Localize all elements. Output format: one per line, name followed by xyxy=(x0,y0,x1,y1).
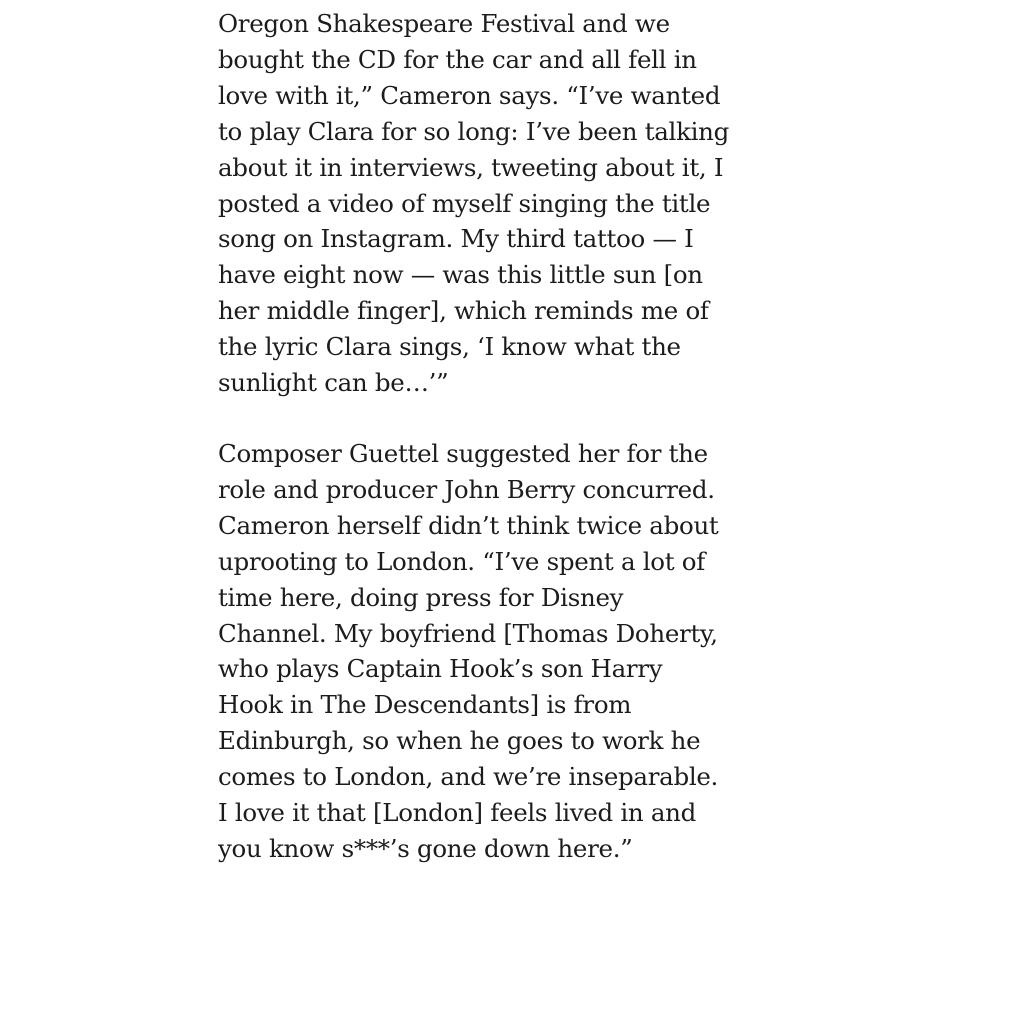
text-line: to play Clara for so long: I’ve been talking xyxy=(218,116,730,146)
text-line: bought the CD for the car and all fell in xyxy=(218,44,697,74)
paragraph-2 xyxy=(218,436,818,867)
text-line: you know s***’s gone down here.” xyxy=(218,833,633,863)
paragraph-1 xyxy=(218,6,818,401)
article-body xyxy=(218,6,818,867)
text-line: her middle finger], which reminds me of xyxy=(218,296,709,326)
text-line: I love it that [London] feels lived in and xyxy=(218,798,697,828)
text-line: uprooting to London. “I’ve spent a lot of xyxy=(218,546,705,576)
text-line: Composer Guettel suggested her for the xyxy=(218,438,708,468)
text-line: Cameron herself didn’t think twice about xyxy=(218,510,719,540)
text-line: comes to London, and we’re inseparable. xyxy=(218,762,719,792)
text-line: sunlight can be…’” xyxy=(218,368,449,398)
text-line: Channel. My boyfriend [Thomas Doherty, xyxy=(218,618,718,648)
text-line: time here, doing press for Disney xyxy=(218,582,624,612)
text-line: posted a video of myself singing the title xyxy=(218,188,711,218)
text-line: the lyric Clara sings, ‘I know what the xyxy=(218,332,681,362)
text-line: Edinburgh, so when he goes to work he xyxy=(218,726,701,756)
text-line: role and producer John Berry concurred. xyxy=(218,474,715,504)
text-line: love with it,” Cameron says. “I’ve wanted xyxy=(218,80,721,110)
text-line: Hook in The Descendants] is from xyxy=(218,690,632,720)
text-line: who plays Captain Hook’s son Harry xyxy=(218,654,663,684)
text-line: have eight now — was this little sun [on xyxy=(218,260,703,290)
text-line: Oregon Shakespeare Festival and we xyxy=(218,9,670,38)
text-line: song on Instagram. My third tattoo — I xyxy=(218,224,694,254)
text-line: about it in interviews, tweeting about it, I xyxy=(218,152,724,182)
